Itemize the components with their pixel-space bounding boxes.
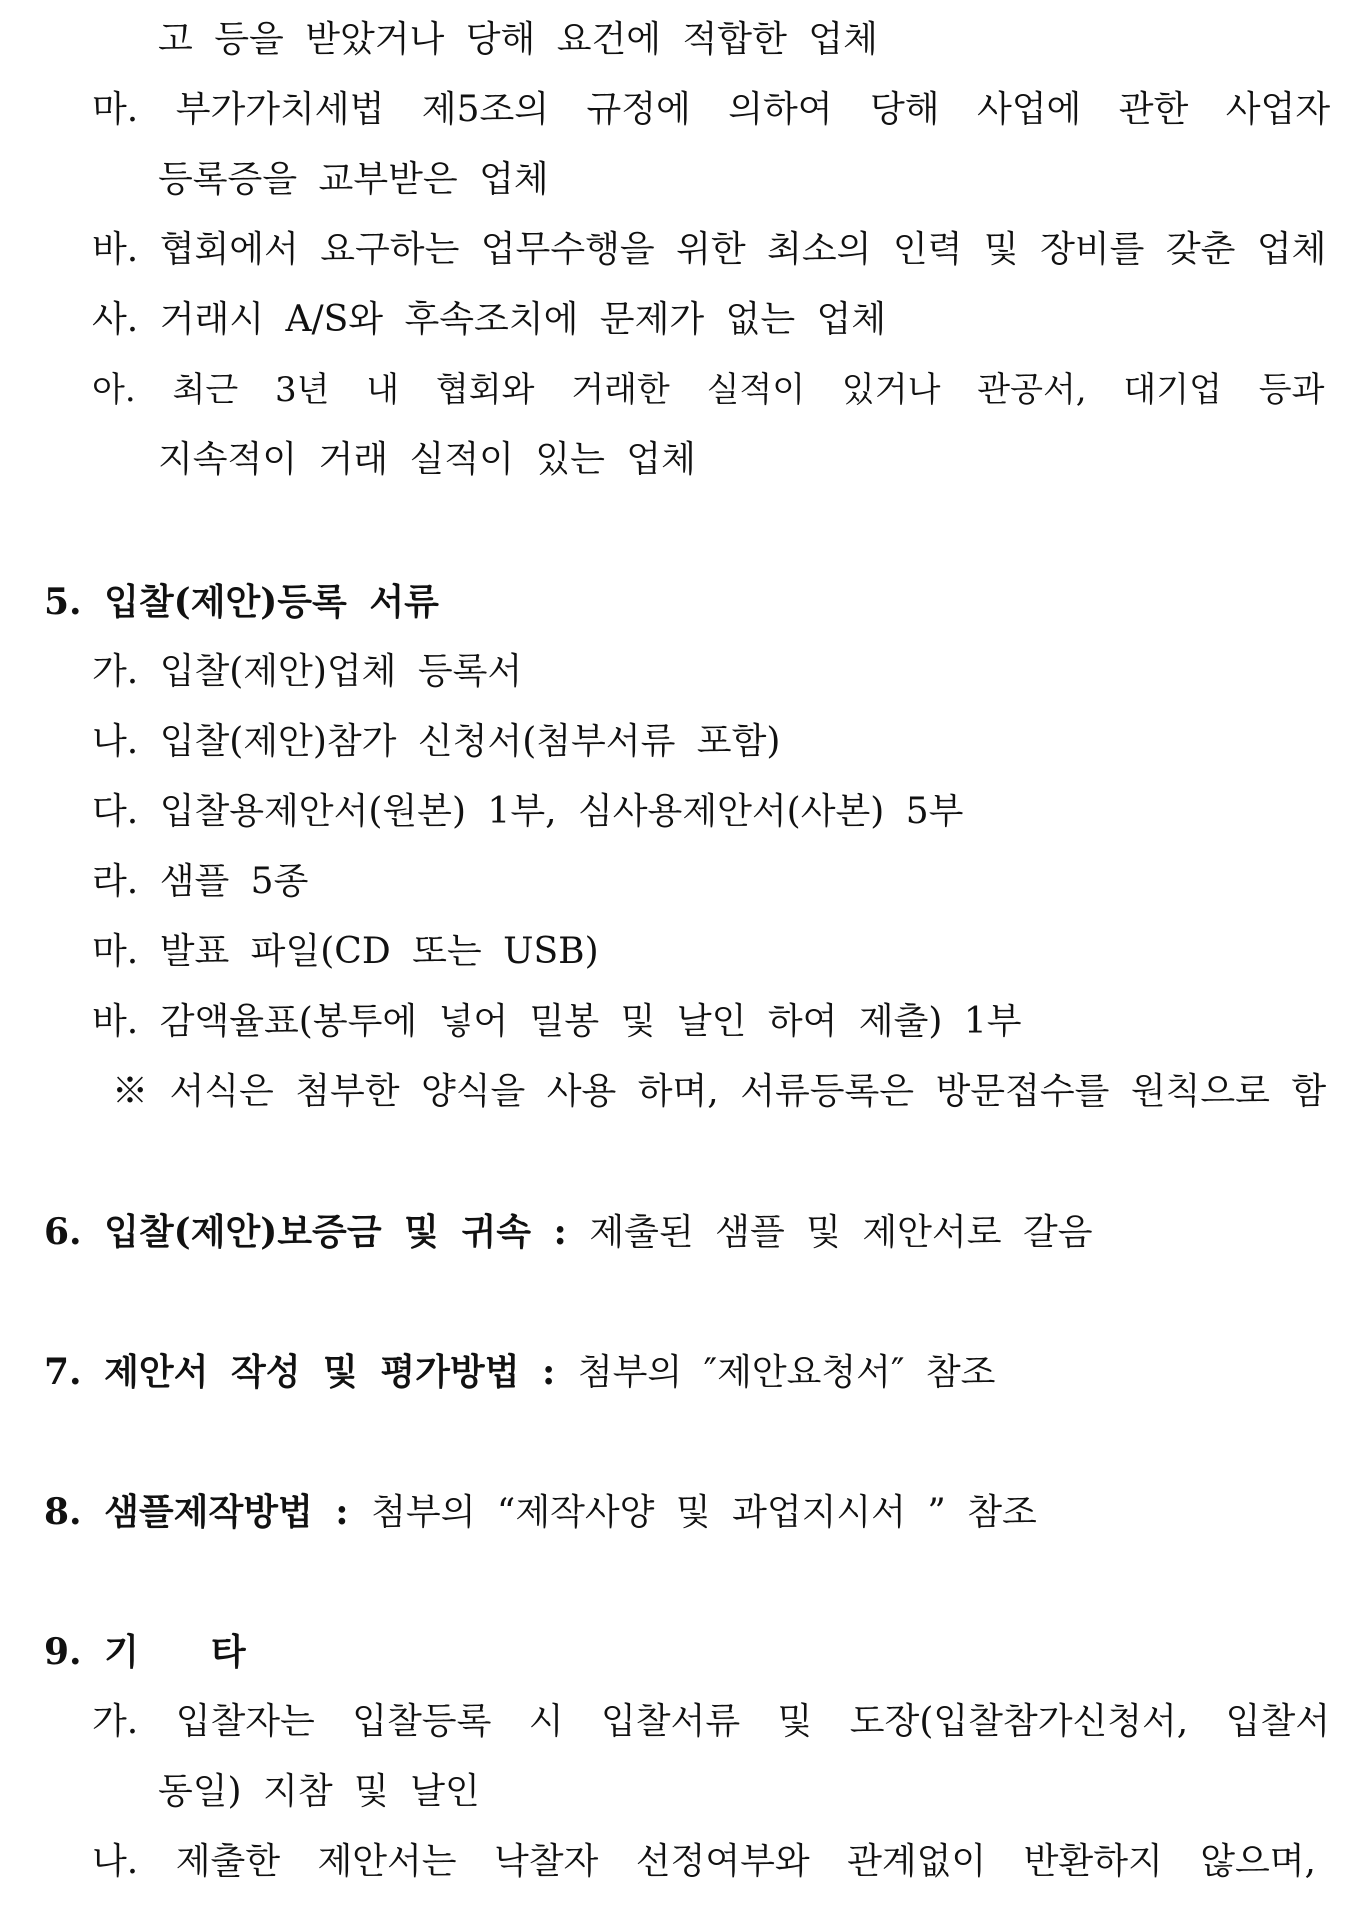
item-text: 입찰자는 입찰등록 시 입찰서류 및 도장(입찰참가신청서, 입찰서 bbox=[175, 1701, 1331, 1742]
item-text: 협회에서 요구하는 업무수행을 위한 최소의 인력 및 장비를 갖춘 업체 bbox=[159, 229, 1327, 270]
section-title: 8. 샘플제작방법 : bbox=[44, 1491, 349, 1533]
item-marker: 다. bbox=[92, 791, 139, 832]
item-a-line2: 지속적이 거래 실적이 있는 업체 bbox=[158, 439, 696, 480]
item-marker: 가. bbox=[92, 1701, 139, 1742]
item-ma-line1 bbox=[92, 88, 1330, 132]
item-ba bbox=[92, 228, 1326, 272]
list-item bbox=[92, 860, 308, 904]
item-text: 거래시 A/S와 후속조치에 문제가 없는 업체 bbox=[159, 299, 887, 340]
item-marker: 바. bbox=[92, 229, 139, 270]
item-text: 부가가치세법 제5조의 규정에 의하여 당해 사업에 관한 사업자 bbox=[175, 89, 1331, 130]
section-heading-8 bbox=[44, 1490, 1037, 1535]
section-heading-6 bbox=[44, 1210, 1092, 1255]
item-marker: 사. bbox=[92, 299, 139, 340]
item-text: 제출한 제안서는 낙찰자 선정여부와 관계없이 반환하지 않으며, bbox=[175, 1841, 1316, 1882]
item-a-line1 bbox=[92, 368, 1324, 412]
section-heading-9: 9. 기 타 bbox=[44, 1631, 246, 1673]
item-text: 최근 3년 내 협회와 거래한 실적이 있거나 관공서, 대기업 등과 bbox=[172, 370, 1325, 410]
item-sa bbox=[92, 298, 886, 342]
list-item bbox=[92, 790, 963, 834]
item-text: 입찰용제안서(원본) 1부, 심사용제안서(사본) 5부 bbox=[159, 791, 964, 832]
section-title: 6. 입찰(제안)보증금 및 귀속 : bbox=[44, 1211, 567, 1253]
list-item bbox=[92, 1000, 1022, 1044]
list-item bbox=[92, 720, 780, 764]
section-text: 제출된 샘플 및 제안서로 갈음 bbox=[589, 1212, 1093, 1253]
item-marker: 라. bbox=[92, 861, 139, 902]
item-continuation-line: 고 등을 받았거나 당해 요건에 적합한 업체 bbox=[158, 19, 878, 60]
note-text: ※ 서식은 첨부한 양식을 사용 하며, 서류등록은 방문접수를 원칙으로 함 bbox=[112, 1071, 1327, 1112]
section-heading-7 bbox=[44, 1350, 995, 1395]
section-text: 첨부의 ″제안요청서″ 참조 bbox=[577, 1352, 996, 1393]
item-text: 입찰(제안)참가 신청서(첨부서류 포함) bbox=[159, 721, 781, 762]
list-item bbox=[92, 650, 522, 694]
item-marker: 아. bbox=[92, 370, 136, 410]
item-ga-line1 bbox=[92, 1700, 1330, 1744]
item-marker: 가. bbox=[92, 651, 139, 692]
item-marker: 마. bbox=[92, 89, 139, 130]
section-heading-5: 5. 입찰(제안)등록 서류 bbox=[44, 581, 439, 623]
list-item bbox=[92, 930, 599, 974]
section-title: 7. 제안서 작성 및 평가방법 : bbox=[44, 1351, 556, 1393]
item-marker: 나. bbox=[92, 1841, 139, 1882]
item-ma-line2: 등록증을 교부받은 업체 bbox=[158, 159, 549, 200]
item-marker: 마. bbox=[92, 931, 139, 972]
item-text: 감액율표(봉투에 넣어 밀봉 및 날인 하여 제출) 1부 bbox=[159, 1001, 1022, 1042]
item-marker: 나. bbox=[92, 721, 139, 762]
section-text: 첨부의 “제작사양 및 과업지시서 ” 참조 bbox=[371, 1492, 1037, 1533]
item-text: 샘플 5종 bbox=[159, 861, 309, 902]
item-marker: 바. bbox=[92, 1001, 139, 1042]
item-ga-line2: 동일) 지참 및 날인 bbox=[158, 1771, 480, 1812]
item-text: 입찰(제안)업체 등록서 bbox=[159, 651, 523, 692]
item-text: 발표 파일(CD 또는 USB) bbox=[159, 931, 599, 972]
item-na-line1 bbox=[92, 1840, 1316, 1884]
